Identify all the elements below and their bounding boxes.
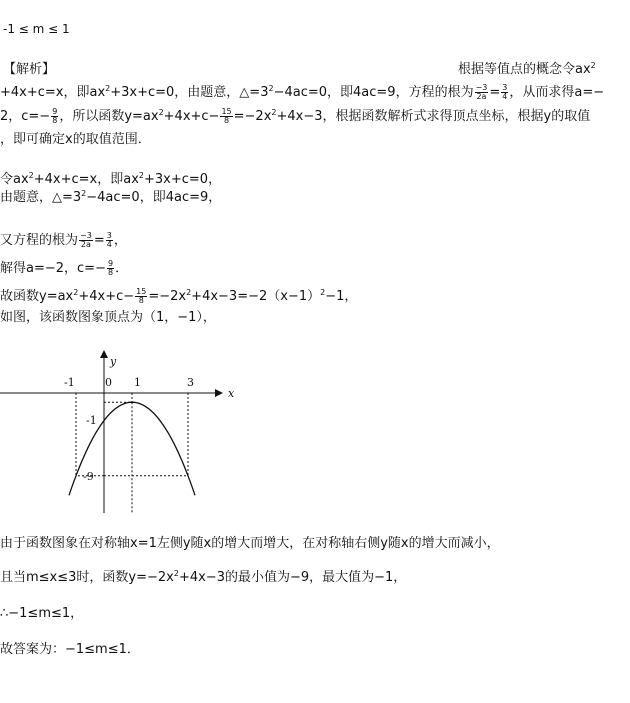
solution-line-7: 由于函数图象在对称轴x=1左侧y随x的增大而增大，在对称轴右侧y随x的增大而减小， xyxy=(0,536,500,551)
top-range: -1 ≤ m ≤ 1 xyxy=(3,22,70,36)
analysis-tag: 【解析】 xyxy=(3,62,56,77)
fraction-nine-eighths: $\frac{9}{8}$ xyxy=(52,107,58,125)
fraction-fifteen-eighths: $\frac{15}{8}$ xyxy=(221,107,232,125)
y-tick--9: -9 xyxy=(83,470,94,483)
analysis-line-3: 2，c=− $\frac{9}{8}$ ，所以函数$y=ax^2+4x+c-$ $\frac{15}{8}$ $=-2x^2+4x-3$，根据函数解析式求得顶点坐标，根据y的取值 xyxy=(0,107,591,125)
fraction-three-quarters: $\frac{3}{4}$ xyxy=(502,83,508,101)
dotted-guides xyxy=(76,393,188,513)
fraction-root: $\frac{-3}{2a}$ xyxy=(80,231,92,249)
solution-line-6: 如图，该函数图象顶点为（1，−1）， xyxy=(0,310,216,325)
fraction-nine-eighths: $\frac{9}{8}$ xyxy=(107,259,114,277)
x-tick--1: -1 xyxy=(64,376,75,389)
y-axis-label: y xyxy=(110,355,117,368)
solution-line-5: 故函数$y=ax^2+4x+c-$ $\frac{15}{8}$ $=-2x^2+4x-3=-2(x-1)^2-1$， xyxy=(0,287,358,305)
fraction-three-quarters: $\frac{3}{4}$ xyxy=(106,231,112,249)
solution-line-4: 解得a=−2，c=− $\frac{9}{8}$ ． xyxy=(0,259,129,277)
analysis-line-2: +4x+c=x，即$ax^2+3x+c=0$，由题意，$\triangle=3^2-4ac=0$，即4ac=9，方程的根为 $\frac{-3}{2a}$ = $\frac{3}{4}$ ，从而求得a=− xyxy=(0,83,605,101)
fraction-root: $\frac{-3}{2a}$ xyxy=(475,83,488,101)
solution-line-3: 又方程的根为 $\frac{-3}{2a}$ = $\frac{3}{4}$ ， xyxy=(0,231,127,249)
fraction-fifteen-eighths: $\frac{15}{8}$ xyxy=(136,287,147,305)
parabola-figure xyxy=(0,345,250,515)
solution-line-10: 故答案为：−1≤m≤1． xyxy=(0,642,140,657)
x-tick-3: 3 xyxy=(187,376,194,389)
x-axis-label: x xyxy=(228,387,235,400)
solution-line-2: 由题意，$\triangle=3^2-4ac=0$，即4ac=9， xyxy=(0,189,222,205)
analysis-line-4: ，即可确定x的取值范围． xyxy=(0,132,151,147)
y-tick--1: -1 xyxy=(86,414,97,427)
solution-line-8: 且当m≤x≤3时，函数$y=-2x^2+4x-3$的最小值为−9，最大值为−1， xyxy=(0,569,407,585)
analysis-intro: 根据等值点的概念令$ax^2$ xyxy=(458,61,596,77)
x-tick-0: 0 xyxy=(105,376,112,389)
x-tick-1: 1 xyxy=(134,376,141,389)
solution-line-1: 令$ax^2+4x+c=x$，即$ax^2+3x+c=0$， xyxy=(0,171,222,187)
solution-line-9: ∴−1≤m≤1， xyxy=(0,606,84,621)
